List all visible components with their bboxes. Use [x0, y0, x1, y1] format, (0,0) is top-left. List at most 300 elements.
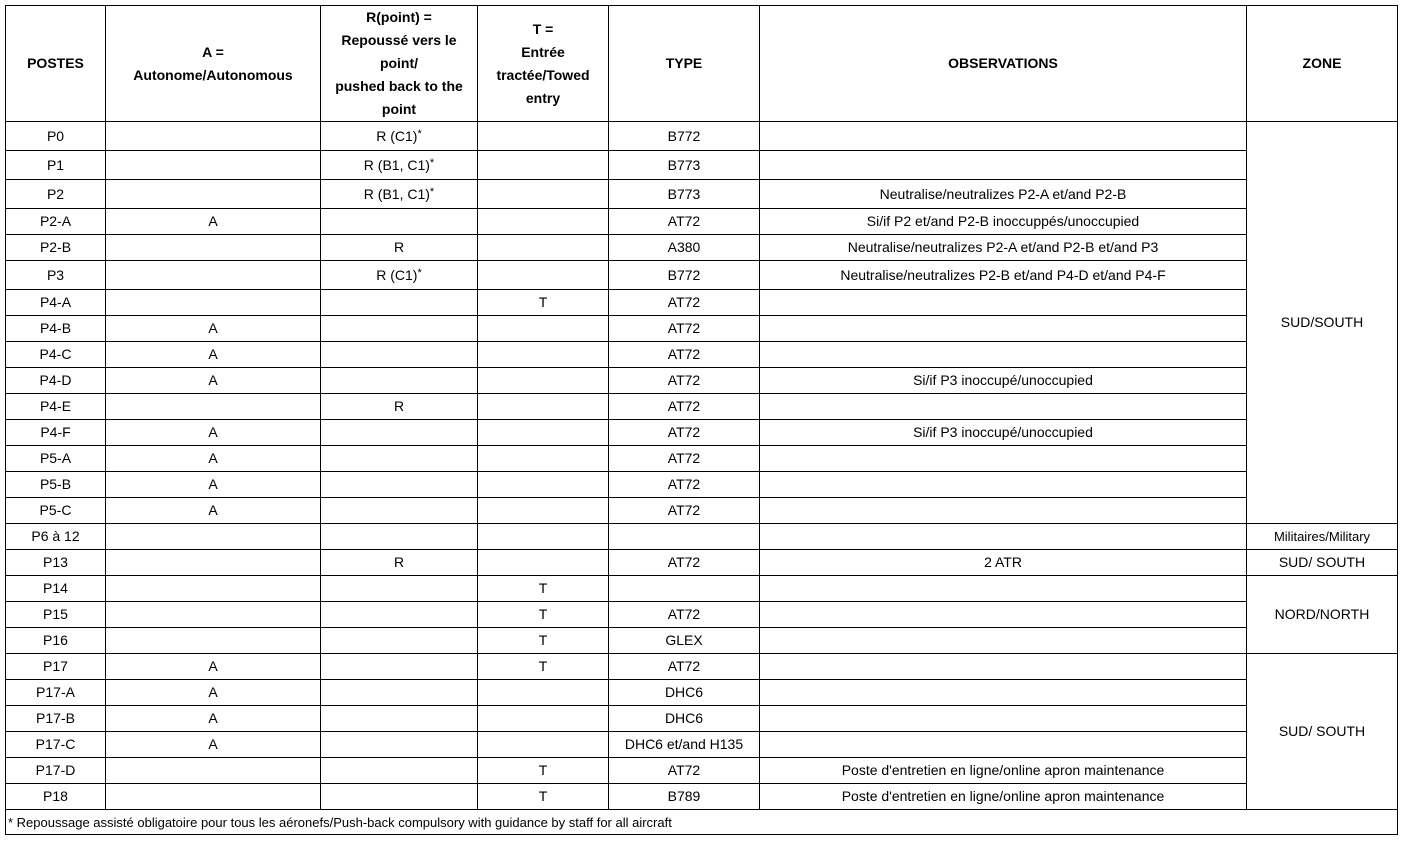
cell-type	[609, 758, 760, 784]
cell-autonomous-text: A	[208, 424, 218, 440]
cell-type	[609, 472, 760, 498]
cell-autonomous	[106, 261, 321, 290]
table-row	[6, 446, 1398, 472]
cell-poste-text: P4-D	[39, 372, 72, 388]
cell-autonomous-text: A	[208, 320, 218, 336]
cell-pushback	[321, 784, 478, 810]
cell-type	[609, 394, 760, 420]
cell-type	[609, 654, 760, 680]
cell-type-text: GLEX	[665, 632, 703, 648]
cell-pushback-text: R	[393, 398, 405, 414]
cell-towed	[478, 261, 609, 290]
table-row	[6, 122, 1398, 151]
cell-observations	[760, 180, 1247, 209]
cell-type-text: AT72	[667, 606, 701, 622]
cell-towed	[478, 122, 609, 151]
cell-observations	[760, 316, 1247, 342]
header-zone-label: ZONE	[1302, 55, 1342, 71]
cell-poste	[6, 209, 106, 235]
cell-poste	[6, 628, 106, 654]
cell-observations	[760, 758, 1247, 784]
cell-autonomous-text: A	[208, 346, 218, 362]
cell-poste	[6, 576, 106, 602]
cell-poste-text: P0	[46, 127, 65, 144]
cell-type	[609, 498, 760, 524]
table-row	[6, 209, 1398, 235]
cell-observations	[760, 732, 1247, 758]
header-postes	[6, 6, 106, 122]
cell-observations	[760, 151, 1247, 180]
cell-poste	[6, 680, 106, 706]
cell-zone: Militaires/Military	[1247, 524, 1398, 550]
cell-poste-text: P2-B	[39, 239, 72, 255]
cell-pushback	[321, 654, 478, 680]
table-row	[6, 235, 1398, 261]
cell-zone: SUD/ SOUTH	[1247, 654, 1398, 810]
cell-towed	[478, 180, 609, 209]
cell-towed-text: T	[538, 294, 548, 310]
cell-observations-text: Si/if P2 et/and P2-B inoccuppés/unoccupied	[866, 213, 1140, 229]
cell-type-text: DHC6	[664, 710, 704, 726]
cell-poste-text: P5-B	[39, 476, 72, 492]
cell-observations-text: Si/if P3 inoccupé/unoccupied	[913, 372, 1093, 388]
cell-pushback	[321, 758, 478, 784]
cell-autonomous	[106, 680, 321, 706]
cell-towed	[478, 342, 609, 368]
cell-poste-text: P4-E	[39, 398, 72, 414]
cell-type	[609, 342, 760, 368]
cell-autonomous	[106, 151, 321, 180]
cell-poste	[6, 235, 106, 261]
header-r-line1: R(point) =	[366, 9, 432, 25]
footnote-row	[6, 810, 1398, 835]
cell-autonomous	[106, 180, 321, 209]
cell-poste-text: P18	[43, 788, 68, 804]
cell-autonomous	[106, 706, 321, 732]
table-row	[6, 706, 1398, 732]
cell-towed	[478, 576, 609, 602]
table-row	[6, 550, 1398, 576]
cell-towed	[478, 732, 609, 758]
cell-towed	[478, 151, 609, 180]
cell-type	[609, 151, 760, 180]
cell-poste-text: P16	[43, 632, 68, 648]
cell-pushback	[321, 498, 478, 524]
cell-poste	[6, 550, 106, 576]
cell-poste-text: P13	[43, 554, 68, 570]
cell-zone: NORD/NORTH	[1247, 576, 1398, 654]
table-row	[6, 420, 1398, 446]
cell-observations-text: Neutralise/neutralizes P2-B et/and P4-D et/and P4-F	[840, 266, 1166, 283]
cell-poste-text: P5-C	[39, 502, 72, 518]
cell-type-text: AT72	[667, 372, 701, 388]
table-row	[6, 628, 1398, 654]
cell-observations	[760, 261, 1247, 290]
cell-type	[609, 576, 760, 602]
cell-poste	[6, 180, 106, 209]
cell-pushback	[321, 235, 478, 261]
cell-type-text: B772	[667, 266, 701, 283]
cell-autonomous	[106, 209, 321, 235]
cell-type-text: AT72	[667, 450, 701, 466]
cell-pushback	[321, 602, 478, 628]
table-row	[6, 472, 1398, 498]
cell-type	[609, 732, 760, 758]
table-row	[6, 368, 1398, 394]
cell-towed-text: T	[538, 788, 548, 804]
cell-towed	[478, 472, 609, 498]
table-row	[6, 394, 1398, 420]
cell-autonomous-text: A	[208, 372, 218, 388]
cell-type-text: A380	[667, 239, 701, 255]
cell-observations	[760, 680, 1247, 706]
cell-autonomous	[106, 472, 321, 498]
cell-observations	[760, 122, 1247, 151]
cell-autonomous-text: A	[208, 736, 218, 752]
cell-poste	[6, 498, 106, 524]
cell-type-text: AT72	[667, 554, 701, 570]
cell-type-text: DHC6	[664, 684, 704, 700]
cell-observations	[760, 472, 1247, 498]
header-t-line2: Entrée	[521, 43, 565, 60]
cell-towed-text: T	[538, 632, 548, 648]
cell-observations	[760, 290, 1247, 316]
cell-pushback-text: R (C1)	[376, 266, 418, 283]
cell-poste	[6, 420, 106, 446]
cell-observations-text: 2 ATR	[984, 554, 1022, 570]
cell-pushback-text: R	[393, 554, 405, 570]
cell-type-text: AT72	[667, 294, 701, 310]
cell-pushback	[321, 261, 478, 290]
cell-towed	[478, 368, 609, 394]
cell-towed	[478, 784, 609, 810]
cell-towed	[478, 602, 609, 628]
footnote: * Repoussage assisté obligatoire pour tous les aéronefs/Push-back compulsory with guidance by staff for all aircraft	[6, 810, 1398, 835]
cell-type	[609, 180, 760, 209]
cell-poste	[6, 602, 106, 628]
cell-observations	[760, 446, 1247, 472]
cell-type-text: AT72	[667, 658, 701, 674]
cell-observations	[760, 576, 1247, 602]
cell-poste	[6, 784, 106, 810]
cell-pushback	[321, 368, 478, 394]
cell-observations-text: Neutralise/neutralizes P2-A et/and P2-B et/and P3	[847, 239, 1159, 255]
cell-pushback	[321, 680, 478, 706]
header-pushback	[321, 6, 478, 122]
cell-type	[609, 290, 760, 316]
header-autonomous	[106, 6, 321, 122]
stands-table	[5, 5, 1398, 835]
cell-towed	[478, 524, 609, 550]
cell-poste-text: P17-D	[35, 762, 76, 778]
cell-towed	[478, 654, 609, 680]
header-t-line4: entry	[525, 89, 561, 106]
header-r-line4: point	[381, 101, 417, 117]
cell-observations	[760, 342, 1247, 368]
cell-pushback	[321, 706, 478, 732]
cell-type-text: AT72	[667, 502, 701, 518]
cell-autonomous-text: A	[208, 450, 218, 466]
cell-pushback	[321, 524, 478, 550]
cell-towed	[478, 498, 609, 524]
cell-poste	[6, 122, 106, 151]
cell-zone: SUD/SOUTH	[1247, 122, 1398, 524]
cell-poste	[6, 368, 106, 394]
cell-autonomous	[106, 550, 321, 576]
cell-type	[609, 122, 760, 151]
cell-towed	[478, 235, 609, 261]
cell-pushback	[321, 290, 478, 316]
cell-observations	[760, 394, 1247, 420]
cell-type	[609, 680, 760, 706]
cell-poste-text: P2-A	[39, 213, 72, 229]
cell-pushback	[321, 446, 478, 472]
cell-autonomous	[106, 420, 321, 446]
cell-autonomous	[106, 576, 321, 602]
cell-type	[609, 706, 760, 732]
cell-poste	[6, 654, 106, 680]
header-type-label: TYPE	[665, 55, 703, 71]
cell-pushback-text: R (B1, C1)	[363, 185, 430, 202]
cell-poste-text: P4-F	[40, 424, 71, 440]
cell-autonomous	[106, 290, 321, 316]
cell-poste	[6, 472, 106, 498]
header-r-line3: pushed back to the	[335, 78, 463, 94]
header-row	[6, 6, 1398, 122]
asterisk-mark: *	[417, 127, 422, 140]
cell-poste-text: P17-C	[35, 736, 76, 752]
cell-pushback	[321, 209, 478, 235]
cell-observations	[760, 524, 1247, 550]
cell-autonomous	[106, 628, 321, 654]
cell-pushback	[321, 180, 478, 209]
cell-poste	[6, 261, 106, 290]
table-row	[6, 524, 1398, 550]
cell-pushback	[321, 550, 478, 576]
asterisk-mark: *	[417, 266, 422, 279]
cell-towed	[478, 290, 609, 316]
asterisk-mark: *	[429, 156, 435, 169]
cell-pushback	[321, 420, 478, 446]
cell-zone: SUD/ SOUTH	[1247, 550, 1398, 576]
header-observations	[760, 6, 1247, 122]
cell-observations	[760, 602, 1247, 628]
cell-towed	[478, 446, 609, 472]
cell-autonomous-text: A	[208, 684, 218, 700]
cell-observations	[760, 498, 1247, 524]
cell-type-text: AT72	[667, 346, 701, 362]
cell-observations	[760, 420, 1247, 446]
cell-towed-text: T	[538, 580, 548, 596]
cell-observations-text: Si/if P3 inoccupé/unoccupied	[913, 424, 1093, 440]
cell-pushback	[321, 628, 478, 654]
cell-autonomous-text: A	[208, 213, 218, 229]
cell-towed	[478, 680, 609, 706]
cell-observations	[760, 628, 1247, 654]
table-row	[6, 680, 1398, 706]
cell-observations	[760, 368, 1247, 394]
cell-pushback	[321, 576, 478, 602]
table-row	[6, 316, 1398, 342]
cell-towed	[478, 420, 609, 446]
cell-type-text: AT72	[667, 320, 701, 336]
cell-autonomous	[106, 394, 321, 420]
cell-type-text: B773	[667, 185, 701, 202]
cell-type-text: AT72	[667, 424, 701, 440]
cell-towed-text: T	[538, 658, 548, 674]
cell-pushback	[321, 122, 478, 151]
cell-observations-text: Poste d'entretien en ligne/online apron maintenance	[841, 762, 1165, 778]
cell-observations-text: Poste d'entretien en ligne/online apron maintenance	[841, 788, 1165, 804]
cell-pushback-text: R (C1)	[376, 127, 418, 144]
cell-pushback-text: R	[393, 239, 405, 255]
cell-poste	[6, 706, 106, 732]
table-row	[6, 654, 1398, 680]
cell-poste-text: P3	[46, 266, 65, 283]
cell-poste-text: P14	[43, 580, 68, 596]
cell-pushback	[321, 394, 478, 420]
cell-poste-text: P15	[43, 606, 68, 622]
cell-towed-text: T	[538, 762, 548, 778]
table-row	[6, 342, 1398, 368]
cell-type	[609, 602, 760, 628]
cell-towed	[478, 316, 609, 342]
header-type	[609, 6, 760, 122]
cell-towed-text: T	[538, 606, 548, 622]
cell-observations	[760, 209, 1247, 235]
cell-autonomous-text: A	[208, 658, 218, 674]
cell-towed	[478, 628, 609, 654]
cell-poste-text: P17	[43, 658, 68, 674]
cell-observations-text: Neutralise/neutralizes P2-A et/and P2-B	[879, 185, 1127, 202]
cell-type	[609, 235, 760, 261]
cell-type-text: DHC6 et/and H135	[624, 736, 744, 752]
table-body	[6, 122, 1398, 810]
table-row	[6, 576, 1398, 602]
cell-pushback	[321, 732, 478, 758]
cell-poste-text: P17-B	[36, 710, 75, 726]
cell-autonomous	[106, 235, 321, 261]
cell-pushback	[321, 342, 478, 368]
cell-type	[609, 209, 760, 235]
header-postes-label: POSTES	[27, 55, 84, 71]
cell-towed	[478, 758, 609, 784]
cell-type-text: AT72	[667, 398, 701, 414]
table-row	[6, 180, 1398, 209]
cell-autonomous	[106, 784, 321, 810]
table-row	[6, 498, 1398, 524]
table-row	[6, 602, 1398, 628]
table-row	[6, 151, 1398, 180]
cell-poste	[6, 342, 106, 368]
cell-poste-text: P6 à 12	[31, 528, 80, 544]
table-row	[6, 758, 1398, 784]
cell-type	[609, 628, 760, 654]
cell-autonomous	[106, 654, 321, 680]
cell-type-text: B773	[667, 156, 701, 173]
cell-poste	[6, 316, 106, 342]
cell-poste-text: P5-A	[39, 450, 72, 466]
cell-observations	[760, 654, 1247, 680]
cell-poste-text: P17-A	[36, 684, 75, 700]
header-towed	[478, 6, 609, 122]
header-r-line2: Repoussé vers le point/	[341, 32, 457, 71]
asterisk-mark: *	[429, 185, 435, 198]
cell-autonomous	[106, 524, 321, 550]
cell-type-text: AT72	[667, 213, 701, 229]
cell-towed	[478, 550, 609, 576]
cell-autonomous-text: A	[208, 502, 218, 518]
cell-towed	[478, 394, 609, 420]
cell-autonomous	[106, 446, 321, 472]
header-t-line3: tractée/Towed	[496, 66, 590, 83]
cell-autonomous	[106, 602, 321, 628]
cell-autonomous	[106, 732, 321, 758]
cell-poste-text: P1	[46, 156, 65, 173]
cell-towed	[478, 209, 609, 235]
cell-type-text: B772	[667, 127, 701, 144]
cell-pushback	[321, 151, 478, 180]
cell-poste	[6, 290, 106, 316]
header-observations-label: OBSERVATIONS	[948, 55, 1058, 71]
header-t-line1: T =	[532, 20, 554, 37]
header-zone	[1247, 6, 1398, 122]
cell-poste-text: P4-C	[39, 346, 72, 362]
table-row	[6, 732, 1398, 758]
cell-autonomous-text: A	[208, 710, 218, 726]
cell-pushback-text: R (B1, C1)	[363, 156, 430, 173]
cell-poste-text: P4-B	[39, 320, 72, 336]
cell-autonomous	[106, 316, 321, 342]
cell-autonomous	[106, 342, 321, 368]
cell-type	[609, 784, 760, 810]
header-a-line2: Autonome/Autonomous	[133, 66, 293, 83]
cell-observations	[760, 550, 1247, 576]
cell-autonomous-text: A	[208, 476, 218, 492]
table-row	[6, 290, 1398, 316]
table-row	[6, 261, 1398, 290]
cell-towed	[478, 706, 609, 732]
cell-type	[609, 368, 760, 394]
cell-observations	[760, 235, 1247, 261]
cell-poste	[6, 446, 106, 472]
cell-poste	[6, 151, 106, 180]
cell-autonomous	[106, 122, 321, 151]
cell-type	[609, 524, 760, 550]
table-row	[6, 784, 1398, 810]
cell-type	[609, 316, 760, 342]
cell-type-text: AT72	[667, 476, 701, 492]
cell-type	[609, 550, 760, 576]
cell-poste	[6, 394, 106, 420]
cell-type-text: B789	[667, 788, 701, 804]
cell-poste	[6, 732, 106, 758]
header-a-line1: A =	[202, 43, 224, 60]
cell-type	[609, 420, 760, 446]
cell-observations	[760, 706, 1247, 732]
cell-poste-text: P2	[46, 185, 65, 202]
cell-type	[609, 446, 760, 472]
cell-pushback	[321, 472, 478, 498]
cell-poste	[6, 758, 106, 784]
cell-poste-text: P4-A	[39, 294, 72, 310]
cell-observations	[760, 784, 1247, 810]
cell-poste	[6, 524, 106, 550]
cell-autonomous	[106, 498, 321, 524]
cell-pushback	[321, 316, 478, 342]
cell-type	[609, 261, 760, 290]
cell-type-text: AT72	[667, 762, 701, 778]
